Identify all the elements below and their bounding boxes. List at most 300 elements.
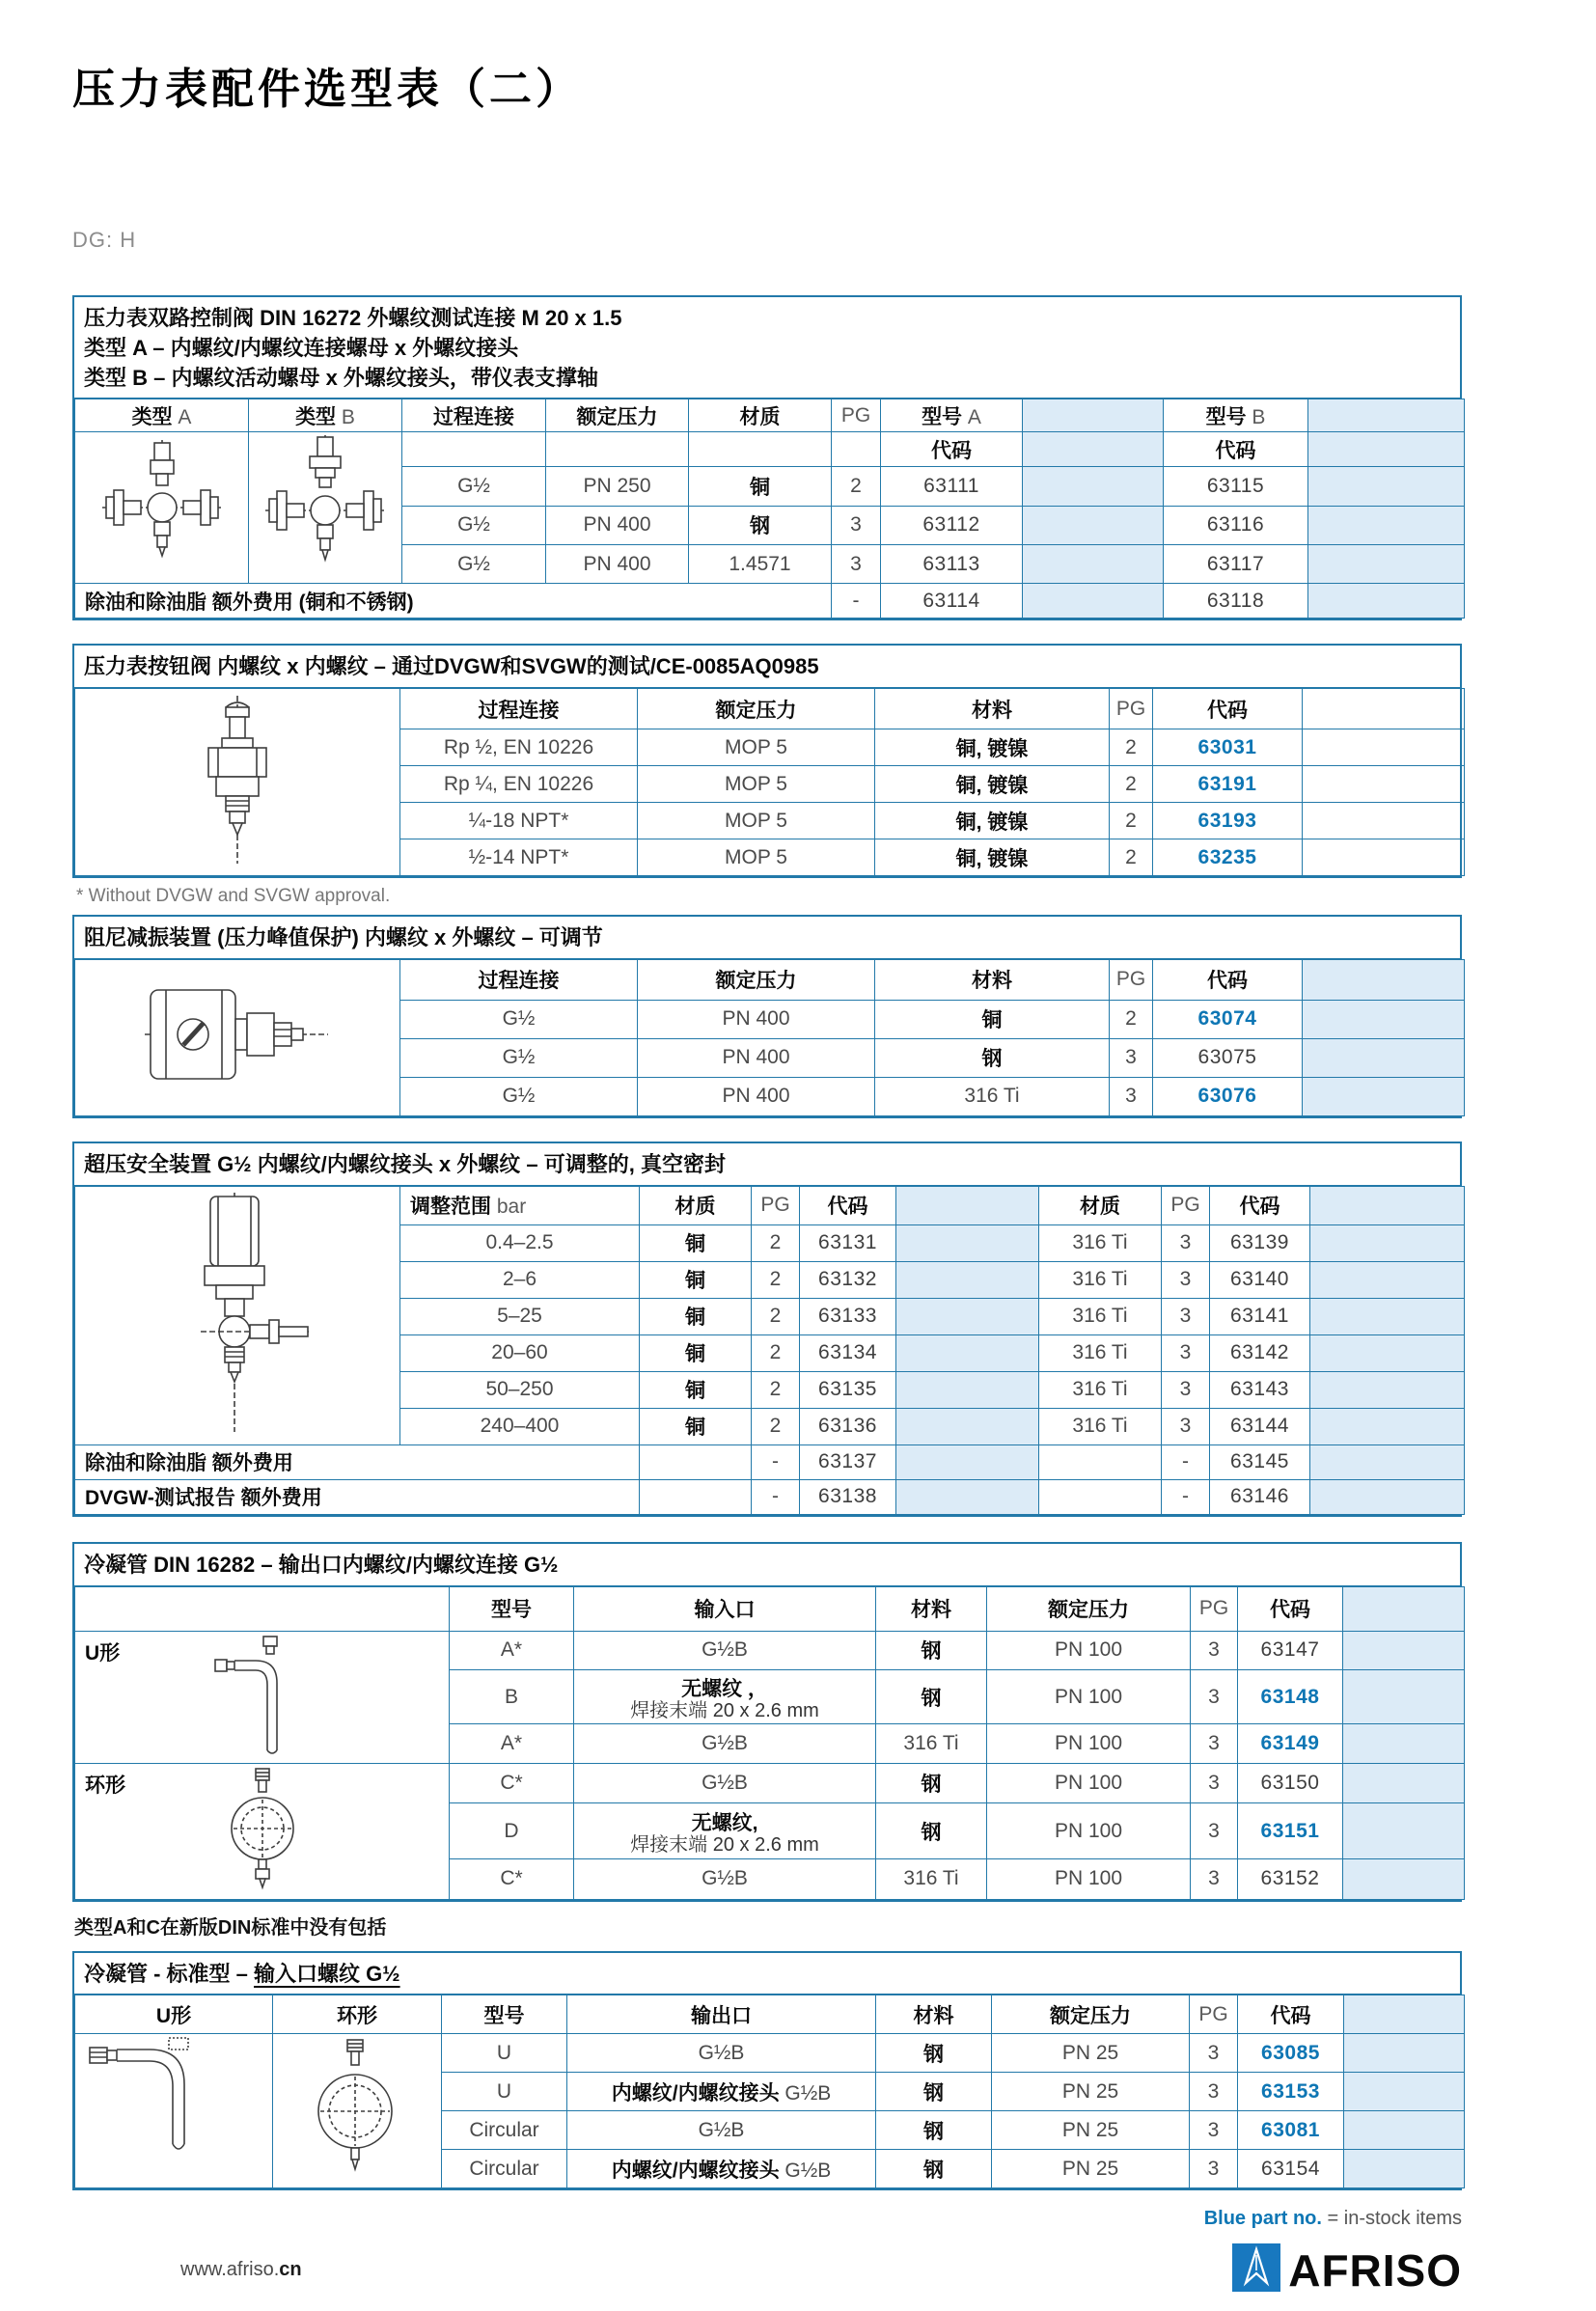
data-cell: 316 Ti — [1039, 1371, 1162, 1408]
part-code-cell: 63144 — [1210, 1408, 1310, 1444]
part-code-cell: 63136 — [800, 1408, 896, 1444]
part-code-cell: 63131 — [800, 1224, 896, 1261]
data-cell: 钢 — [876, 2073, 992, 2111]
data-cell: - — [1162, 1479, 1210, 1514]
data-cell: 3 — [1110, 1077, 1153, 1115]
illustration-cell — [75, 1763, 450, 1899]
data-cell: G½ — [400, 1000, 638, 1038]
data-cell: 3 — [1191, 1631, 1238, 1669]
snubber-illustration-icon — [143, 978, 332, 1090]
part-code-cell: 63085 — [1238, 2034, 1344, 2073]
footnote-dvgw: * Without DVGW and SVGW approval. — [76, 886, 391, 907]
data-cell: MOP 5 — [638, 803, 875, 839]
data-cell: Circular — [442, 2111, 567, 2150]
column-header: 型号 — [450, 1586, 574, 1631]
website-tld: cn — [279, 2259, 302, 2281]
blank-price-cell — [896, 1334, 1039, 1371]
blank-price-cell — [1343, 1763, 1465, 1802]
data-cell: 316 Ti — [876, 1724, 987, 1763]
data-cell: - — [752, 1479, 800, 1514]
column-header: 额定压力 — [992, 1995, 1190, 2034]
blank-price-cell — [896, 1298, 1039, 1334]
data-cell: 316 Ti — [1039, 1298, 1162, 1334]
data-cell: 2 — [832, 467, 881, 506]
data-cell: 无螺纹, 焊接末端 20 x 2.6 mm — [574, 1803, 876, 1859]
data-cell: 铜 — [640, 1334, 752, 1371]
table-title-line: 压力表双路控制阀 DIN 16272 外螺纹测试连接 M 20 x 1.5 — [84, 306, 622, 330]
part-code-cell: 63141 — [1210, 1298, 1310, 1334]
data-cell: 2 — [1110, 1000, 1153, 1038]
data-cell: 铜 — [640, 1371, 752, 1408]
data-cell: 铜, 镀镍 — [875, 766, 1110, 803]
table-title — [74, 1544, 1460, 1586]
table-title-line: 阻尼减振装置 (压力峰值保护) 内螺纹 x 外螺纹 – 可调节 — [84, 925, 603, 950]
column-header: PG — [752, 1186, 800, 1224]
data-cell: 2 — [1110, 729, 1153, 766]
data-cell: G½B — [574, 1724, 876, 1763]
data-cell: 铜 — [640, 1298, 752, 1334]
column-header: 额定压力 — [638, 689, 875, 729]
data-cell: 3 — [1162, 1334, 1210, 1371]
blank-price-cell — [896, 1408, 1039, 1444]
product-table — [74, 1995, 1465, 2188]
illustration-cell — [75, 1631, 450, 1763]
data-cell: 3 — [1191, 1724, 1238, 1763]
data-cell: C* — [450, 1859, 574, 1899]
data-cell: G½ — [402, 506, 546, 544]
data-cell: 铜 — [875, 1000, 1110, 1038]
data-cell — [1303, 839, 1465, 876]
part-code-cell: 63140 — [1210, 1261, 1310, 1298]
pipe-u-lg-illustration-icon — [82, 2036, 265, 2181]
data-cell: 3 — [1162, 1408, 1210, 1444]
data-cell: PN 400 — [638, 1038, 875, 1077]
data-cell: 内螺纹/内螺纹接头 G½B — [567, 2073, 876, 2111]
data-cell — [1303, 766, 1465, 803]
pipe-u-sm-illustration-icon — [209, 1633, 316, 1756]
part-code-cell: 63147 — [1238, 1631, 1343, 1669]
part-code-cell: 63193 — [1153, 803, 1303, 839]
data-cell — [402, 432, 546, 467]
group-label: 环形 — [85, 1774, 125, 1797]
data-cell: ¼-18 NPT* — [400, 803, 638, 839]
part-code-cell: 63134 — [800, 1334, 896, 1371]
data-cell: 1.4571 — [689, 545, 832, 584]
column-header: 代码 — [1153, 689, 1303, 729]
part-code-cell: 63135 — [800, 1371, 896, 1408]
data-cell — [1303, 729, 1465, 766]
blank-price-cell — [1308, 467, 1465, 506]
blank-price-cell — [1344, 2034, 1465, 2073]
data-cell: 钢 — [876, 2111, 992, 2150]
data-cell: 铜, 镀镍 — [875, 729, 1110, 766]
data-cell: D — [450, 1803, 574, 1859]
data-cell: PN 100 — [987, 1803, 1191, 1859]
part-code-cell: 63150 — [1238, 1763, 1343, 1802]
afriso-logo — [1232, 2243, 1462, 2297]
data-cell: 316 Ti — [876, 1859, 987, 1899]
blank-price-cell — [896, 1224, 1039, 1261]
data-cell: PN 25 — [992, 2111, 1190, 2150]
part-code-cell: 63138 — [800, 1479, 896, 1514]
blank-price-cell — [896, 1371, 1039, 1408]
data-cell — [1303, 803, 1465, 839]
data-cell: 铜 — [689, 467, 832, 506]
column-header: 代码 — [881, 432, 1023, 467]
data-cell: C* — [450, 1763, 574, 1802]
column-header: 材料 — [876, 1586, 987, 1631]
table-title — [74, 1143, 1460, 1186]
blank-price-cell — [1344, 2073, 1465, 2111]
data-cell — [1039, 1479, 1162, 1514]
data-cell: G½ — [402, 545, 546, 584]
part-code-cell: 63146 — [1210, 1479, 1310, 1514]
data-cell: 316 Ti — [875, 1077, 1110, 1115]
part-code-cell: 63075 — [1153, 1038, 1303, 1077]
data-cell: 钢 — [876, 1763, 987, 1802]
blank-price-cell — [1303, 1038, 1465, 1077]
part-code-cell: 63116 — [1164, 506, 1308, 544]
product-table — [74, 688, 1465, 876]
blank-price-cell — [1344, 2111, 1465, 2150]
data-cell: PN 400 — [546, 506, 689, 544]
illustration-cell — [273, 2034, 442, 2188]
illustration-cell — [249, 432, 402, 584]
column-header: PG — [1110, 959, 1153, 1000]
data-cell: 3 — [1191, 1859, 1238, 1899]
data-cell: 2 — [752, 1261, 800, 1298]
blank-price-cell — [1310, 1186, 1465, 1224]
data-cell: 3 — [1162, 1224, 1210, 1261]
table-title-underlined: 输入口螺纹 G½ — [254, 1961, 400, 1986]
blank-price-cell — [1308, 545, 1465, 584]
column-header: PG — [1191, 1586, 1238, 1631]
table-siphon-din16282 — [72, 1542, 1462, 1902]
part-code-cell: 63191 — [1153, 766, 1303, 803]
part-code-cell: 63074 — [1153, 1000, 1303, 1038]
data-cell: Rp ¼, EN 10226 — [400, 766, 638, 803]
data-cell: 316 Ti — [1039, 1224, 1162, 1261]
blank-price-cell — [1310, 1371, 1465, 1408]
data-cell: B — [450, 1669, 574, 1723]
data-cell: - — [1162, 1444, 1210, 1479]
table-title — [74, 917, 1460, 959]
data-cell: 20–60 — [400, 1334, 640, 1371]
blank-price-cell — [1310, 1408, 1465, 1444]
part-code-cell: 63145 — [1210, 1444, 1310, 1479]
column-header: 代码 — [800, 1186, 896, 1224]
blank-price-cell — [1310, 1444, 1465, 1479]
column-header: 材质 — [640, 1186, 752, 1224]
part-code-cell: 63142 — [1210, 1334, 1310, 1371]
part-code-cell: 63112 — [881, 506, 1023, 544]
data-cell: 钢 — [875, 1038, 1110, 1077]
part-code-cell: 63235 — [1153, 839, 1303, 876]
column-header: 额定压力 — [638, 959, 875, 1000]
data-cell: 3 — [1162, 1298, 1210, 1334]
blank-price-cell — [1310, 1224, 1465, 1261]
blank-price-cell — [1023, 432, 1164, 467]
part-code-cell: 63143 — [1210, 1371, 1310, 1408]
data-cell: PN 100 — [987, 1763, 1191, 1802]
legend-rest-text: = in-stock items — [1321, 2208, 1462, 2230]
in-stock-legend — [72, 2208, 1462, 2230]
column-header: U形 — [75, 1995, 273, 2034]
column-header: 代码 — [1164, 432, 1308, 467]
blank-price-cell — [1303, 1000, 1465, 1038]
data-cell: A* — [450, 1724, 574, 1763]
blank-price-cell — [1303, 959, 1465, 1000]
column-header: PG — [1162, 1186, 1210, 1224]
valve-b-illustration-icon — [261, 433, 389, 576]
data-cell: PN 100 — [987, 1669, 1191, 1723]
blank-price-cell — [896, 1479, 1039, 1514]
data-cell: 钢 — [876, 1669, 987, 1723]
part-code-cell: 63133 — [800, 1298, 896, 1334]
column-header: 额定压力 — [987, 1586, 1191, 1631]
data-cell: Circular — [442, 2150, 567, 2188]
data-cell: 0.4–2.5 — [400, 1224, 640, 1261]
column-header: PG — [832, 399, 881, 432]
data-cell: PN 25 — [992, 2150, 1190, 2188]
data-cell: G½B — [574, 1763, 876, 1802]
data-cell: MOP 5 — [638, 839, 875, 876]
data-cell: 3 — [1191, 1669, 1238, 1723]
data-cell: G½B — [574, 1859, 876, 1899]
blank-price-cell — [1023, 545, 1164, 584]
column-header: 过程连接 — [400, 959, 638, 1000]
blank-price-cell — [1344, 2150, 1465, 2188]
data-cell: 2 — [752, 1298, 800, 1334]
blank-price-cell — [1023, 467, 1164, 506]
data-cell: 3 — [1190, 2111, 1238, 2150]
column-header: 代码 — [1238, 1586, 1343, 1631]
blank-price-cell — [1344, 1995, 1465, 2034]
data-cell — [546, 432, 689, 467]
column-header: 材质 — [1039, 1186, 1162, 1224]
column-header: 型号 A — [881, 399, 1023, 432]
column-header: 代码 — [1238, 1995, 1344, 2034]
column-header: 输出口 — [567, 1995, 876, 2034]
blank-price-cell — [896, 1261, 1039, 1298]
illustration-cell — [75, 959, 400, 1115]
blank-price-cell — [896, 1186, 1039, 1224]
part-code-cell: 63139 — [1210, 1224, 1310, 1261]
data-cell: U — [442, 2034, 567, 2073]
page-footer — [72, 2243, 1462, 2297]
table-overpressure-protector — [72, 1142, 1462, 1517]
blank-price-cell — [1023, 584, 1164, 619]
part-code-cell: 63151 — [1238, 1803, 1343, 1859]
data-cell: 2–6 — [400, 1261, 640, 1298]
part-code-cell: 63076 — [1153, 1077, 1303, 1115]
column-header: 型号 — [442, 1995, 567, 2034]
data-cell: G½B — [567, 2034, 876, 2073]
product-table — [74, 1586, 1465, 1900]
table-title-line: 超压安全装置 G½ 内螺纹/内螺纹接头 x 外螺纹 – 可调整的, 真空密封 — [84, 1151, 726, 1176]
table-title-line: 冷凝管 DIN 16282 – 输出口内螺纹/内螺纹连接 G½ — [84, 1552, 559, 1577]
data-cell: PN 100 — [987, 1724, 1191, 1763]
data-cell: PN 25 — [992, 2034, 1190, 2073]
data-cell: PN 250 — [546, 467, 689, 506]
part-code-cell: 63114 — [881, 584, 1023, 619]
data-cell: A* — [450, 1631, 574, 1669]
note-din-types: 类型A和C在新版DIN标准中没有包括 — [74, 1916, 387, 1939]
data-cell: 316 Ti — [1039, 1334, 1162, 1371]
data-cell: PN 100 — [987, 1631, 1191, 1669]
blank-price-cell — [1308, 506, 1465, 544]
column-header: 环形 — [273, 1995, 442, 2034]
data-cell — [832, 432, 881, 467]
data-cell — [75, 1586, 450, 1631]
doc-code: DG: H — [72, 228, 137, 252]
page-title: 压力表配件选型表（二） — [72, 66, 582, 113]
blank-price-cell — [1303, 1077, 1465, 1115]
data-cell: PN 400 — [546, 545, 689, 584]
data-cell: G½ — [400, 1077, 638, 1115]
data-cell: 钢 — [689, 506, 832, 544]
illustration-cell — [75, 1186, 400, 1444]
data-cell: PN 25 — [992, 2073, 1190, 2111]
table-title-line: 类型 A – 内螺纹/内螺纹连接螺母 x 外螺纹接头 — [84, 335, 519, 360]
column-header: 调整范围 bar — [400, 1186, 640, 1224]
column-header: 类型 B — [249, 399, 402, 432]
data-cell: G½ — [400, 1038, 638, 1077]
afriso-arrow-icon — [1232, 2243, 1280, 2297]
part-code-cell: 63117 — [1164, 545, 1308, 584]
data-cell: 除油和除油脂 额外费用 — [75, 1444, 640, 1479]
column-header: 代码 — [1210, 1186, 1310, 1224]
part-code-cell: 63152 — [1238, 1859, 1343, 1899]
data-cell: 2 — [752, 1408, 800, 1444]
data-cell: 316 Ti — [1039, 1408, 1162, 1444]
data-cell: U — [442, 2073, 567, 2111]
part-code-cell: 63118 — [1164, 584, 1308, 619]
data-cell: 2 — [752, 1334, 800, 1371]
catalog-page — [0, 54, 1596, 2297]
column-header: 过程连接 — [400, 689, 638, 729]
blank-price-cell — [1308, 584, 1465, 619]
column-header: 材料 — [875, 959, 1110, 1000]
blank-price-cell — [1343, 1724, 1465, 1763]
website-link[interactable] — [180, 2259, 302, 2281]
part-code-cell: 63132 — [800, 1261, 896, 1298]
blank-price-cell — [1310, 1334, 1465, 1371]
data-cell: 2 — [752, 1224, 800, 1261]
data-cell: DVGW-测试报告 额外费用 — [75, 1479, 640, 1514]
data-cell: 钢 — [876, 1631, 987, 1669]
data-cell: PN 400 — [638, 1077, 875, 1115]
data-cell: 铜 — [640, 1261, 752, 1298]
data-cell: 铜 — [640, 1408, 752, 1444]
product-table — [74, 959, 1465, 1116]
blank-price-cell — [1310, 1298, 1465, 1334]
data-cell — [1303, 689, 1465, 729]
relief-illustration-icon — [162, 1191, 313, 1434]
data-cell — [640, 1444, 752, 1479]
data-cell: PN 400 — [638, 1000, 875, 1038]
part-code-cell: 63113 — [881, 545, 1023, 584]
data-cell: G½B — [567, 2111, 876, 2150]
data-cell: MOP 5 — [638, 766, 875, 803]
website-url: www.afriso. — [180, 2259, 280, 2281]
illustration-cell — [75, 2034, 273, 2188]
table-title — [74, 646, 1460, 688]
part-code-cell: 63153 — [1238, 2073, 1344, 2111]
blank-price-cell — [1343, 1631, 1465, 1669]
data-cell: 3 — [1162, 1371, 1210, 1408]
valve-a-illustration-icon — [98, 438, 226, 571]
blank-price-cell — [1023, 399, 1164, 432]
data-cell: 3 — [832, 506, 881, 544]
blank-price-cell — [1310, 1479, 1465, 1514]
data-cell: 3 — [1162, 1261, 1210, 1298]
blank-price-cell — [1343, 1859, 1465, 1899]
part-code-cell: 63148 — [1238, 1669, 1343, 1723]
data-cell: 50–250 — [400, 1371, 640, 1408]
column-header: 材质 — [689, 399, 832, 432]
column-header: PG — [1110, 689, 1153, 729]
data-cell: G½B — [574, 1631, 876, 1669]
data-cell: 钢 — [876, 2150, 992, 2188]
table-title-line: 压力表按钮阀 内螺纹 x 内螺纹 – 通过DVGW和SVGW的测试/CE-0085AQ0985 — [84, 654, 819, 679]
data-cell: 钢 — [876, 2034, 992, 2073]
part-code-cell: 63149 — [1238, 1724, 1343, 1763]
data-cell — [1039, 1444, 1162, 1479]
data-cell: 3 — [1190, 2034, 1238, 2073]
group-label: U形 — [85, 1641, 121, 1664]
data-cell: 2 — [1110, 839, 1153, 876]
pushbutton-illustration-icon — [179, 694, 295, 866]
column-header: 输入口 — [574, 1586, 876, 1631]
data-cell — [640, 1479, 752, 1514]
data-cell — [689, 432, 832, 467]
part-code-cell: 63081 — [1238, 2111, 1344, 2150]
table-snubber — [72, 915, 1462, 1118]
blank-price-cell — [1023, 506, 1164, 544]
data-cell: 钢 — [876, 1803, 987, 1859]
column-header: 材料 — [876, 1995, 992, 2034]
data-cell: PN 100 — [987, 1859, 1191, 1899]
column-header: PG — [1190, 1995, 1238, 2034]
brand-wordmark: AFRISO — [1288, 2244, 1462, 2296]
part-code-cell: 63111 — [881, 467, 1023, 506]
blank-price-cell — [1343, 1803, 1465, 1859]
data-cell: 铜 — [640, 1224, 752, 1261]
illustration-cell — [75, 432, 249, 584]
column-header: 额定压力 — [546, 399, 689, 432]
data-cell: 铜, 镀镍 — [875, 803, 1110, 839]
column-header: 代码 — [1153, 959, 1303, 1000]
data-cell: 3 — [832, 545, 881, 584]
table-pushbutton-valve — [72, 644, 1462, 878]
table-title — [74, 297, 1460, 399]
data-cell: Rp ½, EN 10226 — [400, 729, 638, 766]
blank-price-cell — [1308, 432, 1465, 467]
column-header: 类型 A — [75, 399, 249, 432]
data-cell: 2 — [1110, 803, 1153, 839]
blank-price-cell — [1310, 1261, 1465, 1298]
data-cell: 除油和除油脂 额外费用 (铜和不锈钢) — [75, 584, 832, 619]
column-header: 过程连接 — [402, 399, 546, 432]
table-title-line: 类型 B – 内螺纹活动螺母 x 外螺纹接头，带仪表支撑轴 — [84, 365, 598, 390]
column-header: 材料 — [875, 689, 1110, 729]
table-dual-control-valve — [72, 295, 1462, 620]
column-header: 型号 B — [1164, 399, 1308, 432]
data-cell: 3 — [1191, 1763, 1238, 1802]
blank-price-cell — [896, 1444, 1039, 1479]
part-code-cell: 63115 — [1164, 467, 1308, 506]
